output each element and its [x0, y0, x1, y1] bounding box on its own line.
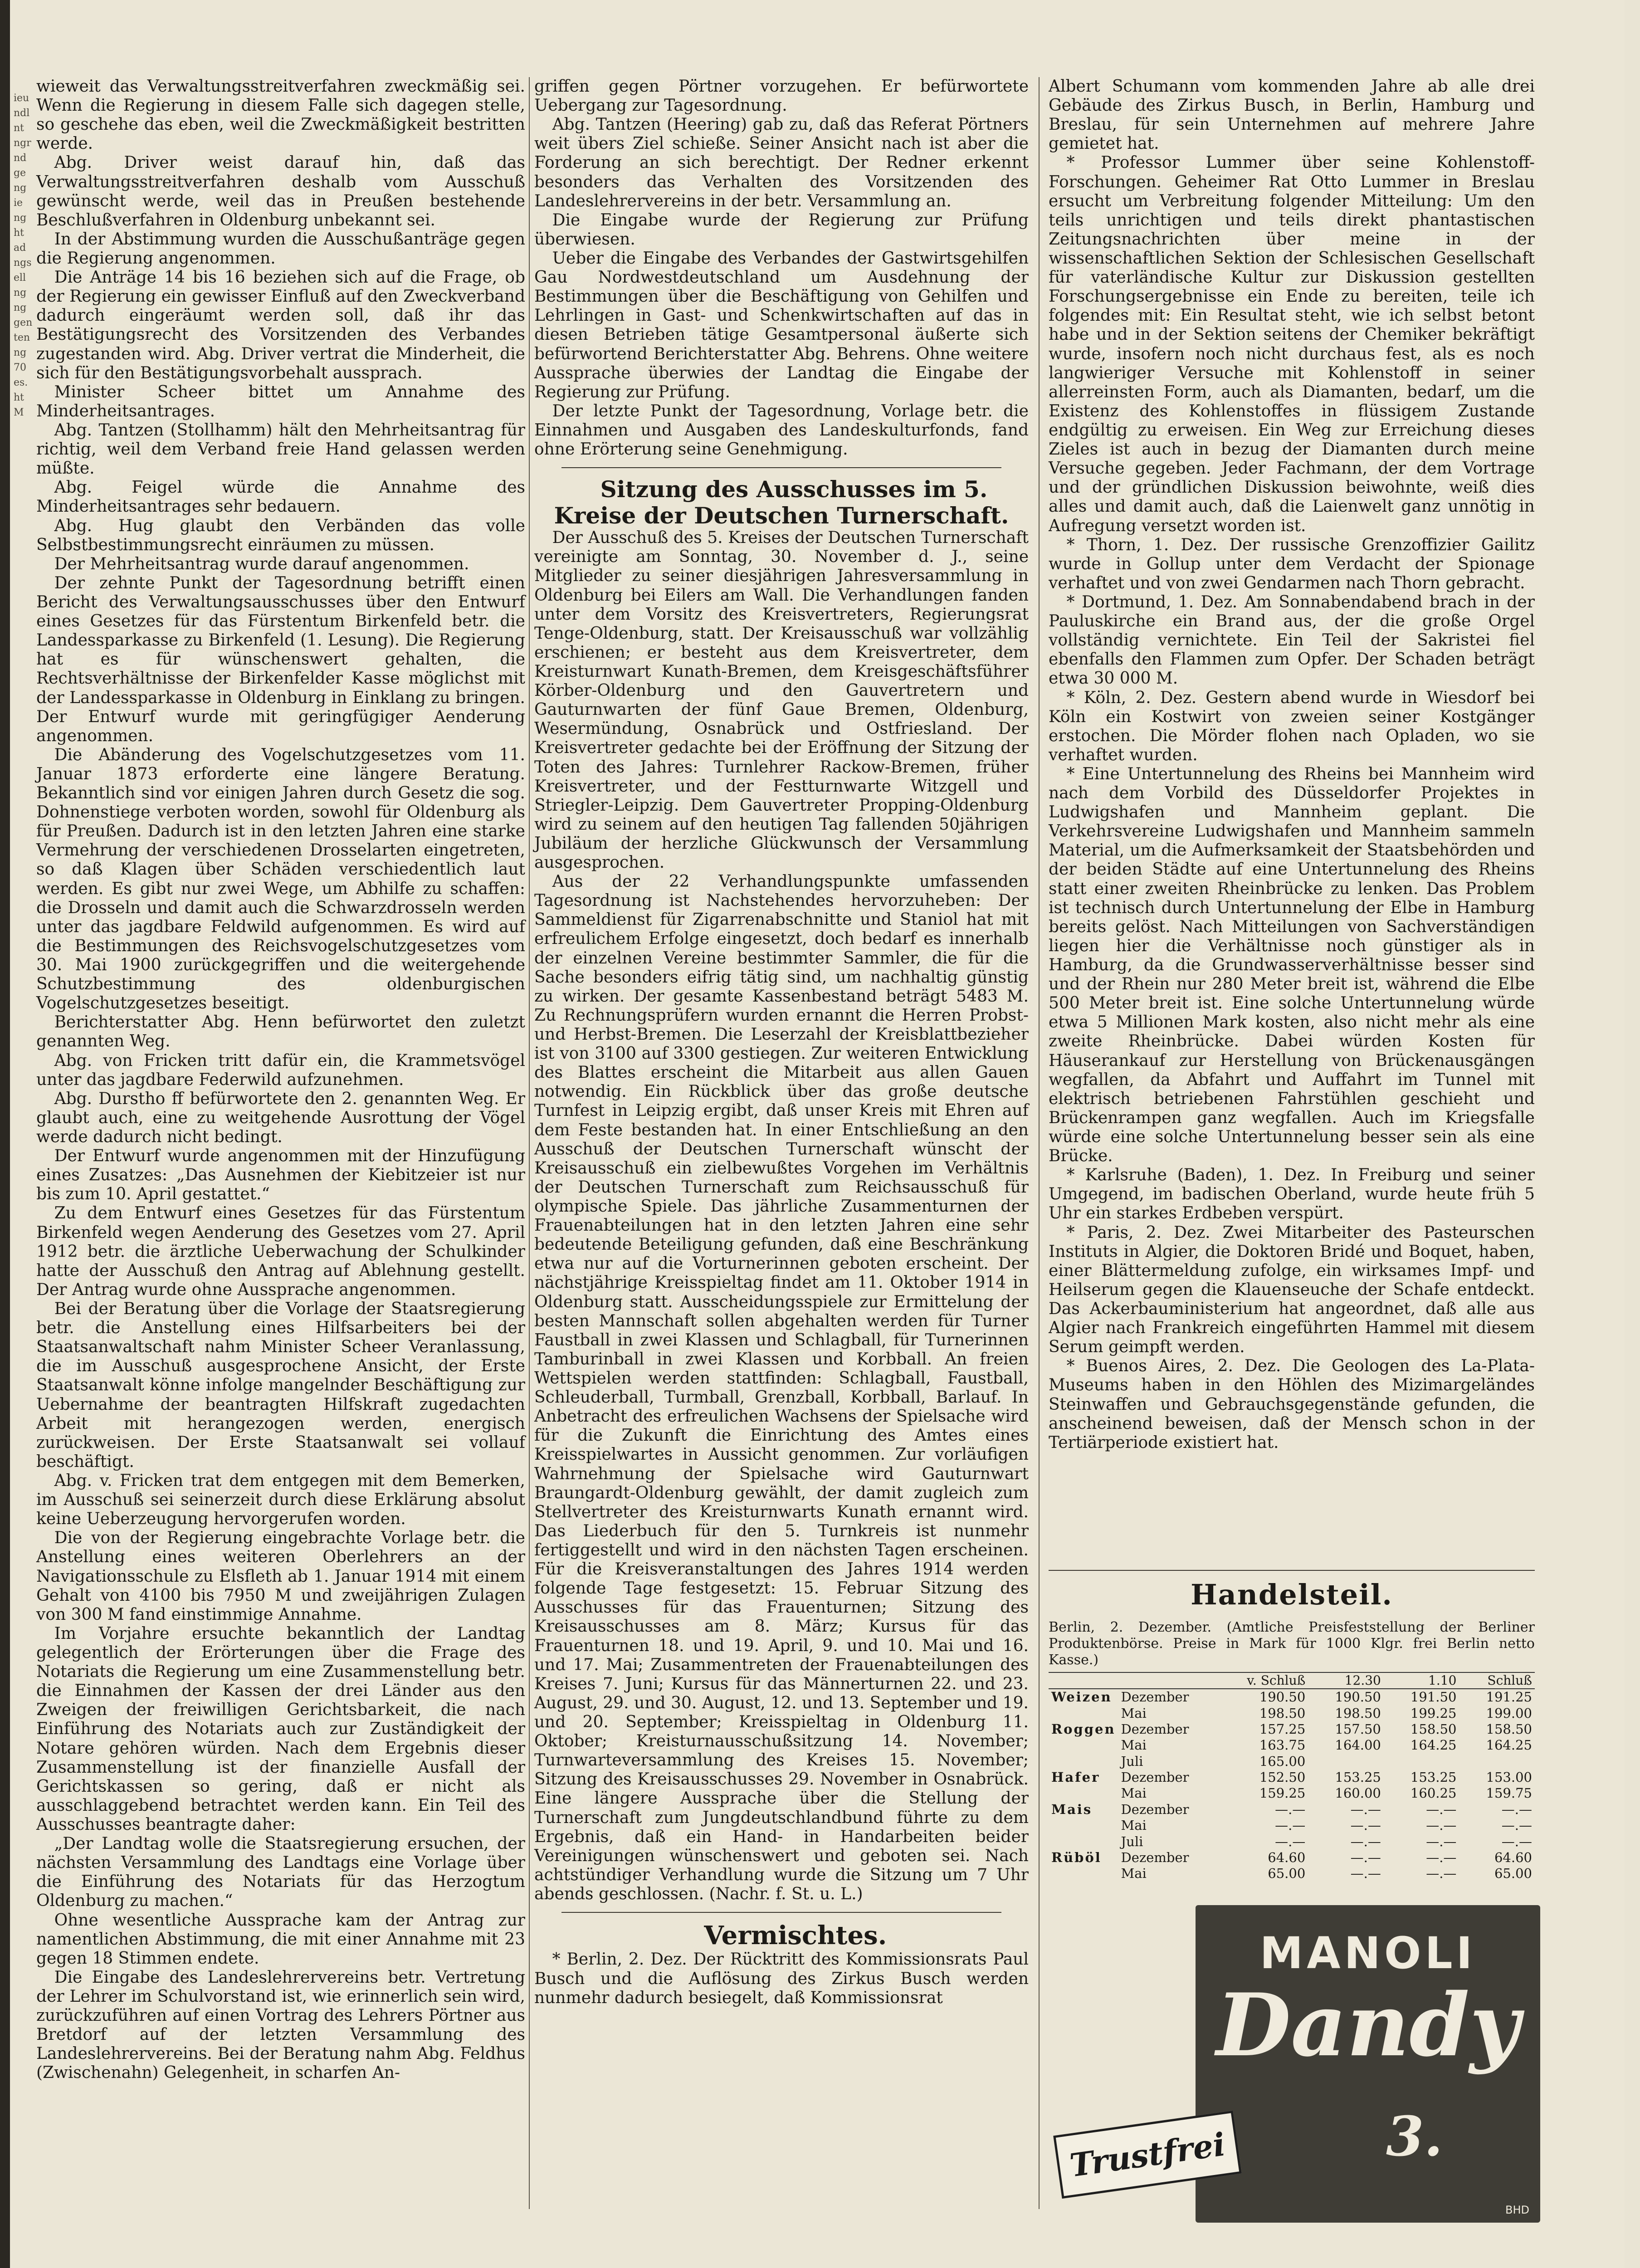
- column-3: [1049, 77, 1535, 1633]
- table-row: [1049, 1689, 1535, 1705]
- market-intro: Berlin, 2. Dezember. (Amtliche Preisfeststellung der Berliner Produktenbörse. Preise in Mark für 1000 Klgr. frei Berlin netto Kasse.): [1049, 1619, 1535, 1668]
- table-cell: Dezember: [1121, 1721, 1189, 1737]
- paragraph: * Berlin, 2. Dez. Der Rücktritt des Kommissionsrats Paul Busch und die Auflösung des Zirkus Busch werden nunmehr dadurch besiegelt, daß Kommissionsrat: [534, 1950, 1029, 2007]
- table-cell: 153.25: [1335, 1769, 1381, 1785]
- table-header-cell: [1118, 1672, 1215, 1689]
- table-cell: 191.25: [1486, 1689, 1532, 1705]
- table-cell: 64.60: [1494, 1849, 1532, 1865]
- paragraph: Berichterstatter Abg. Henn befürwortet den zuletzt genannten Weg.: [36, 1013, 525, 1051]
- table-cell: Mais: [1051, 1801, 1093, 1817]
- paragraph: Ohne wesentliche Aussprache kam der Antrag zur namentlichen Abstimmung, die mit einer Annahme mit 23 gegen 18 Stimmen endete.: [36, 1911, 525, 1968]
- table-cell: —.—: [1426, 1849, 1457, 1865]
- table-cell: 163.75: [1259, 1737, 1306, 1753]
- section-divider: [561, 1912, 1001, 1913]
- table-header-cell: v. Schluß: [1215, 1672, 1308, 1689]
- table-cell: 199.00: [1486, 1705, 1532, 1721]
- table-cell: —.—: [1501, 1801, 1532, 1817]
- table-cell: —.—: [1350, 1866, 1381, 1882]
- table-cell: [1049, 1834, 1118, 1850]
- paragraph: In der Abstimmung wurden die Ausschußanträge gegen die Regierung angenommen.: [36, 230, 525, 268]
- table-cell: Weizen: [1051, 1689, 1112, 1705]
- table-cell: [1308, 1754, 1384, 1769]
- paragraph: Die Eingabe wurde der Regierung zur Prüfung überwiesen.: [534, 210, 1029, 249]
- table-cell: 159.25: [1259, 1785, 1306, 1801]
- paragraph: Die Eingabe des Landeslehrervereins betr. Vertretung der Lehrer im Schulvorstand ist, wie erinnerlich sein wird, zurückzuführen auf einen Vortrag des Lehrers Pörtner aus Bretdorf auf der letzten Versammlung des Landeslehrervereins. Bei der Beratung nahm Abg. Feldhus (Zwischenahn) Gelegenheit, in scharfen An-: [36, 1968, 525, 2082]
- table-cell: 164.25: [1486, 1737, 1532, 1753]
- table-header-cell: [1049, 1672, 1118, 1689]
- paragraph: * Paris, 2. Dez. Zwei Mitarbeiter des Pasteurschen Instituts in Algier, die Doktoren Bridé und Boquet, haben, einer Blättermeldung zufolge, ein wirksames Impf- und Heilserum gegen die Klauenseuche der Schafe entdeckt. Das Ackerbauministerium hat angeordnet, daß alle aus Algier nach Frankreich eingeführten Hammel mit diesem Serum geimpft werden.: [1049, 1223, 1535, 1357]
- table-cell: [1049, 1866, 1118, 1882]
- table-cell: 191.50: [1410, 1689, 1457, 1705]
- table-row: [1049, 1785, 1535, 1801]
- paragraph: Abg. Feigel würde die Annahme des Minderheitsantrages sehr bedauern.: [36, 478, 525, 516]
- grain-price-table: [1049, 1672, 1535, 1882]
- paragraph: Der Mehrheitsantrag wurde darauf angenommen.: [54, 554, 469, 573]
- table-header-cell: 1.10: [1384, 1672, 1459, 1689]
- table-cell: Dezember: [1121, 1849, 1189, 1865]
- table-cell: Roggen: [1051, 1721, 1116, 1737]
- table-cell: Rüböl: [1051, 1849, 1102, 1865]
- ad-product: Dandy: [1216, 1975, 1520, 2076]
- manoli-dandy-advertisement: [1196, 1905, 1540, 2223]
- table-cell: —.—: [1501, 1833, 1532, 1849]
- paragraph: * Professor Lummer über seine Kohlenstoff-Forschungen. Geheimer Rat Otto Lummer in Breslau ersucht um Verbreitung folgender Mitteilung: Um den teils unrichtigen und teils direkt phantastischen Zeitungsnachrichten über meine in der wissenschaftlichen Sektion der Schlesischen Gesellschaft für vaterländische Kultur zur Diskussion gestellten Forschungsergebnisse ein Ende zu bereiten, teile ich folgendes mit: Ein Resultat steht, wie ich selbst betont habe und in der Sektion seitens der Chemiker bekräftigt wurde, insofern noch nicht durchaus fest, als es noch langwieriger Versuche mit Kohlenstoff in seiner allerreinsten Form, auch als Diamanten, bedarf, um die Existenz des Kohlenstoffes in flüssigem Zustande endgültig zu erweisen. Ein Weg zur Erreichung dieses Zieles ist auch in bezug der Diamanten durch meine Versuche gegeben. Jeder Fachmann, der dem Vortrage und der gründlichen Diskussion beiwohnte, weiß dies alles und damit auch, daß die Laienwelt ganz unnötig in Aufregung versetzt worden ist.: [1049, 153, 1535, 535]
- vermischtes-heading: Vermischtes.: [704, 1921, 887, 1951]
- table-row: [1049, 1737, 1535, 1753]
- ad-price: 3.: [1386, 2105, 1443, 2169]
- table-cell: —.—: [1275, 1801, 1306, 1817]
- table-cell: 65.00: [1494, 1866, 1532, 1882]
- table-cell: Juli: [1121, 1753, 1143, 1769]
- turnerschaft-article: [534, 528, 1029, 1904]
- page-gutter: [0, 0, 10, 2268]
- table-cell: 164.00: [1335, 1737, 1381, 1753]
- table-cell: Juli: [1121, 1833, 1143, 1849]
- table-cell: —.—: [1350, 1801, 1381, 1817]
- landtag-continuation: [534, 77, 1029, 459]
- paragraph: Aus der 22 Verhandlungspunkte umfassenden Tagesordnung ist Nachstehendes hervorzuheben: Der Sammeldienst für Zigarrenabschnitte und Staniol hat mit erfreulichem Erfolge eingesetzt, doch bedarf es innerhalb der einzelnen Vereine bestimmter Sammler, die für die Sache besonders eifrig tätig sind, um nachhaltig günstig zu wirken. Der gesamte Kassenbestand beträgt 5483 M. Zu Rechnungsprüfern wurden ernannt die Herren Probst- und Herbst-Bremen. Die Leserzahl der Kreisblattbezieher ist von 3100 auf 3300 gestiegen. Zur weiteren Entwicklung des Blattes erscheint die Mitarbeit aus allen Gauen notwendig. Ein Rückblick über das große deutsche Turnfest in Leipzig ergibt, daß unser Kreis mit Ehren auf dem Feste bestanden hat. In einer Entschließung an den Ausschuß der Deutschen Turnerschaft wünscht der Kreisausschuß ein zielbewußtes Vorgehen im Verhältnis der Deutschen Turnerschaft zum Reichsausschuß für olympische Spiele. Das jährliche Zusammenturnen der Frauenabteilungen hat in den letzten Jahren eine sehr bedeutende Beteiligung gefunden, daß eine Beschränkung etwa nur auf die Vorturnerinnen geboten erscheint. Der nächstjährige Kreisspieltag findet am 11. Oktober 1914 in Oldenburg statt. Ausscheidungsspiele zur Ermittelung der besten Mannschaft sollen abgehalten werden für Turner Faustball in zwei Klassen und Schlagball, für Turnerinnen Tamburinball in zwei Klassen und Korbball. An freien Wettspielen werden stattfinden: Schlagball, Faustball, Schleuderball, Turmball, Grenzball, Korbball, Barlauf. In Anbetracht des erfreulichen Wachsens der Spielsache wird für die Zukunft die Einrichtung des Amtes eines Kreisspielwartes in Aussicht genommen. Zur vorläufigen Wahrnehmung der Spielsache wird Gauturnwart Braungardt-Oldenburg gewählt, der damit zugleich zum Stellvertreter des Kreisturnwarts Kunath ernannt wird. Das Liederbuch für den 5. Turnkreis ist nunmehr fertiggestellt und wird in den nächsten Tagen erscheinen. Für die Kreisveranstaltungen des Jahres 1914 werden folgende Tage festgesetzt: 15. Februar Sitzung des Ausschusses für das Frauenturnen; Sitzung des Kreisausschusses am 8. März; Kursus für das Frauenturnen 18. und 19. April, 9. und 10. Mai und 16. und 17. Mai; Zusammentreten der Frauenabteilungen des Kreises 7. Juni; Kursus für das Männerturnen 22. und 23. August, 29. und 30. August, 12. und 13. September und 19. und 20. September; Kreisspieltag in Oldenburg 11. Oktober; Kreisturnausschußsitzung 14. November; Turnwarteversammlung des Kreises 15. November; Sitzung des Kreisausschusses 29. November in Osnabrück. Eine längere Aussprache über die Stellung der Turnerschaft zum Jungdeutschlandbund führte zu dem Ergebnis, daß ein Hand- in Handarbeiten beider Vereinigungen wünschenswert und geboten sei. Nach achtstündiger Verhandlung wurde die Sitzung um 7 Uhr abends geschlossen. (Nachr. f. St. u. L.): [534, 872, 1029, 1903]
- table-cell: 164.25: [1410, 1737, 1457, 1753]
- table-cell: 160.25: [1410, 1785, 1457, 1801]
- table-cell: [1459, 1754, 1535, 1769]
- table-cell: Hafer: [1051, 1769, 1100, 1785]
- adjacent-page-edge-text: ieu ndl nt ngr nd ge ng ie ng ht ad ngs ell ng ng gen ten ng 70 es. ht M: [14, 93, 33, 418]
- section-divider: [1049, 1570, 1535, 1571]
- table-header-row: [1049, 1672, 1535, 1689]
- vermischtes-article: [534, 1950, 1029, 2007]
- table-cell: 165.00: [1259, 1753, 1306, 1769]
- paragraph: Der zehnte Punkt der Tagesordnung betrifft einen Bericht des Verwaltungsausschusses über den Entwurf eines Gesetzes für das Fürstentum Birkenfeld betr. die Landessparkasse zu Birkenfeld (1. Lesung). Die Regierung hat es für wünschenswert gehalten, die Rechtsverhältnisse der Birkenfelder Kasse möglichst mit der Landessparkasse in Oldenburg in Einklang zu bringen. Der Entwurf wurde mit geringfügiger Aenderung angenommen.: [36, 573, 525, 745]
- market-title: Handelsteil.: [1191, 1578, 1393, 1611]
- table-cell: —.—: [1275, 1818, 1306, 1833]
- ad-signature: BHD: [1505, 2204, 1529, 2216]
- paragraph: * Köln, 2. Dez. Gestern abend wurde in Wiesdorf bei Köln ein Kostwirt von zweien seiner Kostgänger erstochen. Die Mörder flohen nach Opladen, wo sie verhaftet wurden.: [1049, 688, 1535, 764]
- paragraph: * Eine Untertunnelung des Rheins bei Mannheim wird nach dem Vorbild des Düsseldorfer Projektes in Ludwigshafen und Mannheim geplant. Die Verkehrsvereine Ludwigshafen und Mannheim sammeln Material, um die Aufmerksamkeit der Staatsbehörden und der beiden Städte auf eine Untertunnelung des Rheins statt einer zweiten Rheinbrücke zu lenken. Das Problem ist technisch durch Untertunnelung der Elbe in Hamburg bereits gelöst. Nach Mitteilungen von Sachverständigen liegen hier die Verhältnisse noch günstiger als in Hamburg, da die Grundwasserverhältnisse besser sind und der Rhein nur 280 Meter breit ist, während die Elbe 500 Meter breit ist. Eine solche Untertunnelung würde etwa 5 Millionen Mark kosten, also nicht mehr als eine zweite Rheinbrücke. Dabei würden Kosten für Häuserankauf zur Herstellung von Brückenausgängen wegfallen, da Abfahrt und Auffahrt im Tunnel mit elektrisch betriebenen Fahrstühlen geschieht und Brückenrampen ganz wegfallen. Auch im Kriegsfalle würde eine solche Untertunnelung besser sein als eine Brücke.: [1049, 764, 1535, 1166]
- column-1: [36, 77, 525, 2200]
- paragraph: * Buenos Aires, 2. Dez. Die Geologen des La-Plata-Museums haben in den Höhlen des Mizimargeländes Steinwaffen und Gebrauchsgegenstände gefunden, die anscheinend beweisen, daß der Mensch schon in der Tertiärperiode existiert hat.: [1049, 1357, 1535, 1452]
- table-cell: —.—: [1275, 1833, 1306, 1849]
- table-cell: 158.50: [1486, 1721, 1532, 1737]
- column-rule-1: [529, 77, 530, 2209]
- table-cell: —.—: [1350, 1849, 1381, 1865]
- paragraph: Der letzte Punkt der Tagesordnung, Vorlage betr. die Einnahmen und Ausgaben des Landeskulturfonds, fand ohne Erörterung seine Genehmigung.: [534, 401, 1029, 459]
- table-cell: 198.50: [1335, 1705, 1381, 1721]
- paragraph: Albert Schumann vom kommenden Jahre ab alle drei Gebäude des Zirkus Busch, in Berlin, Hamburg und Breslau, für sein Unternehmen auf mehrere Jahre gemietet hat.: [1049, 77, 1535, 153]
- column-rule-2: [1039, 77, 1040, 2209]
- table-cell: [1049, 1754, 1118, 1769]
- paragraph: wieweit das Verwaltungsstreitverfahren zweckmäßig sei. Wenn die Regierung in diesem Falle sich dagegen stelle, so geschehe das eben, weil die Zweckmäßigkeit bestritten werde.: [36, 77, 525, 153]
- paragraph: Der Entwurf wurde angenommen mit der Hinzufügung eines Zusatzes: „Das Ausnehmen der Kiebitzeier ist nur bis zum 10. April gestattet.“: [36, 1147, 525, 1204]
- table-row: [1049, 1754, 1535, 1769]
- table-cell: —.—: [1350, 1818, 1381, 1833]
- paragraph: * Thorn, 1. Dez. Der russische Grenzoffizier Gailitz wurde in Gollup unter dem Verdacht der Spionage verhaftet und von zwei Gendarmen nach Thorn gebracht.: [1049, 535, 1535, 592]
- paragraph: Abg. Hug glaubt den Verbänden das volle Selbstbestimmungsrecht einräumen zu müssen.: [36, 516, 525, 554]
- paragraph: Abg. Tantzen (Stollhamm) hält den Mehrheitsantrag für richtig, weil dem Verband freie Hand gelassen werden müßte.: [36, 420, 525, 478]
- table-cell: Mai: [1121, 1785, 1147, 1801]
- table-cell: Mai: [1121, 1737, 1147, 1753]
- table-cell: 157.50: [1335, 1721, 1381, 1737]
- table-cell: —.—: [1426, 1833, 1457, 1849]
- table-cell: Mai: [1121, 1705, 1147, 1721]
- table-cell: [1049, 1818, 1118, 1833]
- table-header-cell: Schluß: [1459, 1672, 1535, 1689]
- section-divider: [561, 467, 1001, 468]
- table-row: [1049, 1706, 1535, 1721]
- table-cell: [1049, 1785, 1118, 1801]
- table-cell: Dezember: [1121, 1689, 1189, 1705]
- table-cell: [1384, 1754, 1459, 1769]
- paragraph: Abg. Driver weist darauf hin, daß das Verwaltungsstreitverfahren deshalb vom Ausschuß gewünscht werde, weil das in Preußen bestehende Beschlußverfahren in Oldenburg unbekannt sei.: [36, 153, 525, 230]
- table-cell: —.—: [1426, 1818, 1457, 1833]
- table-header-cell: 12.30: [1308, 1672, 1384, 1689]
- paragraph: Der Ausschuß des 5. Kreises der Deutschen Turnerschaft vereinigte am Sonntag, 30. November d. J., seine Mitglieder zu seiner diesjährigen Jahresversammlung in Oldenburg bei Eilers am Wall. Die Verhandlungen fanden unter dem Vorsitz des Kreisvertreters, Regierungsrat Tenge-Oldenburg, statt. Der Kreisausschuß war vollzählig erschienen; er besteht aus dem Kreisvertreter, dem Kreisturnwart Kunath-Bremen, dem Kreisgeschäftsführer Körber-Oldenburg und den Gauvertretern und Gauturnwarten der fünf Gaue Bremen, Oldenburg, Wesermündung, Osnabrück und Ostfriesland. Der Kreisvertreter gedachte bei der Eröffnung der Sitzung der Toten des Jahres: Turnlehrer Rackow-Bremen, früher Kreisvertreter, und der Festturnwarte Witzgell und Striegler-Leipzig. Dem Gauvertreter Propping-Oldenburg wird zu seinem auf den heutigen Tag fallenden 50jährigen Jubiläum der herzliche Glückwunsch der Versammlung ausgesprochen.: [534, 528, 1029, 872]
- table-cell: Mai: [1121, 1818, 1147, 1833]
- table-cell: 160.00: [1335, 1785, 1381, 1801]
- paragraph: Die von der Regierung eingebrachte Vorlage betr. die Anstellung eines weiteren Oberlehrers an der Navigationsschule zu Elsfleth ab 1. Januar 1914 mit einem Gehalt von 4100 bis 7950 M und zweijährigen Zulagen von 300 M fand einstimmige Annahme.: [36, 1529, 525, 1624]
- table-cell: Mai: [1121, 1866, 1147, 1882]
- table-cell: 64.60: [1268, 1849, 1306, 1865]
- table-row: [1049, 1802, 1535, 1818]
- paragraph: Abg. Tantzen (Heering) gab zu, daß das Referat Pörtners weit übers Ziel schieße. Seiner Ansicht nach ist aber die Forderung an sich berechtigt. Der Redner erkennt besonders das Verhalten des Vorsitzenden des Landeslehrervereins in der betr. Versammlung an.: [534, 115, 1029, 210]
- table-cell: 190.50: [1259, 1689, 1306, 1705]
- paragraph: Ueber die Eingabe des Verbandes der Gastwirtsgehilfen Gau Nordwestdeutschland um Ausdehnung der Bestimmungen über die Beschäftigung von Gehilfen und Lehrlingen in Gast- und Schenkwirtschaften auf das in diesen Betrieben tätige Gesamtpersonal äußerte sich befürwortend Berichterstatter Abg. Behrens. Ohne weitere Aussprache überwies der Landtag die Eingabe der Regierung zur Prüfung.: [534, 249, 1029, 401]
- table-cell: —.—: [1426, 1866, 1457, 1882]
- table-cell: 198.50: [1259, 1705, 1306, 1721]
- table-cell: —.—: [1501, 1818, 1532, 1833]
- paragraph: * Karlsruhe (Baden), 1. Dez. In Freiburg und seiner Umgegend, im badischen Oberland, wurde heute früh 5 Uhr ein starkes Erdbeben verspürt.: [1049, 1166, 1535, 1223]
- table-row: [1049, 1818, 1535, 1833]
- table-row: [1049, 1769, 1535, 1785]
- table-cell: Dezember: [1121, 1769, 1189, 1785]
- table-cell: 159.75: [1486, 1785, 1532, 1801]
- table-cell: 152.50: [1259, 1769, 1306, 1785]
- paragraph: Abg. von Fricken tritt dafür ein, die Krammetsvögel unter das jagdbare Federwild aufzunehmen.: [36, 1051, 525, 1089]
- paragraph: griffen gegen Pörtner vorzugehen. Er befürwortete Uebergang zur Tagesordnung.: [534, 77, 1029, 115]
- table-cell: [1049, 1737, 1118, 1753]
- paragraph: „Der Landtag wolle die Staatsregierung ersuchen, der nächsten Versammlung des Landtags eine Vorlage über die Einführung des Notariats für das Herzogtum Oldenburg zu machen.“: [36, 1834, 525, 1911]
- table-row: [1049, 1866, 1535, 1882]
- table-row: [1049, 1834, 1535, 1850]
- table-row: [1049, 1850, 1535, 1866]
- table-cell: 158.50: [1410, 1721, 1457, 1737]
- table-cell: 153.00: [1486, 1769, 1532, 1785]
- ad-brand: MANOLI: [1259, 1928, 1476, 1979]
- market-section: [1049, 1563, 1535, 1882]
- table-cell: —.—: [1350, 1833, 1381, 1849]
- paragraph: Die Abänderung des Vogelschutzgesetzes vom 11. Januar 1873 erforderte eine längere Beratung. Bekanntlich sind vor einigen Jahren durch Gesetz die sog. Dohnenstiege verboten worden, sowohl für Oldenburg als für Preußen. Dadurch ist in den letzten Jahren eine starke Vermehrung der verschiedenen Drosselarten eingetreten, so daß Klagen über Schäden verschiedentlich laut werden. Es gibt nur zwei Wege, um Abhilfe zu schaffen: die Drosseln und damit auch die Schwarzdrosseln werden unter das jagdbare Feldwild aufgenommen. Es wird auf die Bestimmungen des Reichsvogelschutzgesetzes vom 30. Mai 1900 zurückgegriffen und die weitergehende Schutzbestimmung des oldenburgischen Vogelschutzgesetzes beseitigt.: [36, 745, 525, 1013]
- column-2: [534, 77, 1029, 2214]
- table-cell: —.—: [1426, 1801, 1457, 1817]
- paragraph: * Dortmund, 1. Dez. Am Sonnabendabend brach in der Pauluskirche ein Brand aus, der die große Orgel vollständig vernichtete. Ein Teil der Sakristei fiel ebenfalls den Flammen zum Opfer. Der Schaden beträgt etwa 30 000 M.: [1049, 592, 1535, 688]
- table-cell: 157.25: [1259, 1721, 1306, 1737]
- paragraph: Zu dem Entwurf eines Gesetzes für das Fürstentum Birkenfeld wegen Aenderung des Gesetzes vom 27. April 1912 betr. die ärztliche Ueberwachung der Schulkinder hatte der Ausschuß den Antrag auf Ablehnung gestellt. Der Antrag wurde ohne Aussprache angenommen.: [36, 1204, 525, 1299]
- table-cell: Dezember: [1121, 1801, 1189, 1817]
- paragraph: Bei der Beratung über die Vorlage der Staatsregierung betr. die Anstellung eines Hilfsarbeiters bei der Staatsanwaltschaft nahm Minister Scheer Veranlassung, die im Ausschuß ausgesprochene Ansicht, der Erste Staatsanwalt könne infolge mangelnder Beschäftigung zur Uebernahme der beantragten Hilfskraft zugedachten Arbeit mit herangezogen werden, energisch zurückweisen. Der Erste Staatsanwalt sei vollauf beschäftigt.: [36, 1300, 525, 1471]
- table-cell: [1049, 1706, 1118, 1721]
- table-cell: 199.25: [1410, 1705, 1457, 1721]
- paragraph: Abg. v. Fricken trat dem entgegen mit dem Bemerken, im Ausschuß sei seinerzeit durch diese Erklärung absolut keine Ueberzeugung hervorgerufen worden.: [36, 1471, 525, 1529]
- paragraph: Minister Scheer bittet um Annahme des Minderheitsantrages.: [36, 382, 525, 420]
- paragraph: Abg. Durstho ff befürwortete den 2. genannten Weg. Er glaubt auch, eine zu weitgehende Ausrottung der Vögel werde dadurch nicht bedingt.: [36, 1089, 525, 1147]
- table-row: [1049, 1721, 1535, 1737]
- table-cell: 190.50: [1335, 1689, 1381, 1705]
- ad-trustfrei-badge: Trustfrei: [1053, 2111, 1242, 2199]
- table-cell: 65.00: [1268, 1866, 1306, 1882]
- turnerschaft-heading: Sitzung des Ausschusses im 5. Kreise der Deutschen Turnerschaft.: [554, 476, 1009, 529]
- paragraph: Im Vorjahre ersuchte bekanntlich der Landtag gelegentlich der Erörterungen über die Frage des Notariats die Regierung um eine Zusammenstellung betr. die Einnahmen der Kassen der drei Länder aus den Zweigen der freiwilligen Gerichtsbarkeit, die nach Einführung des Notariats auch zur Zuständigkeit der Notare gehören würden. Nach dem Ergebnis dieser Zusammenstellung ist der finanzielle Ausfall der Gerichtskassen so gering, daß er nicht als ausschlaggebend betrachtet werden kann. Ein Teil des Ausschusses beantragte daher:: [36, 1624, 525, 1834]
- paragraph: Die Anträge 14 bis 16 beziehen sich auf die Frage, ob der Regierung ein gewisser Einfluß auf den Zweckverband dadurch eingeräumt werden soll, daß ihr das Bestätigungsrecht des Vorsitzenden des Verbandes zugestanden wird. Abg. Driver vertrat die Minderheit, die sich für den Bestätigungsvorbehalt aussprach.: [36, 268, 525, 382]
- table-cell: 153.25: [1410, 1769, 1457, 1785]
